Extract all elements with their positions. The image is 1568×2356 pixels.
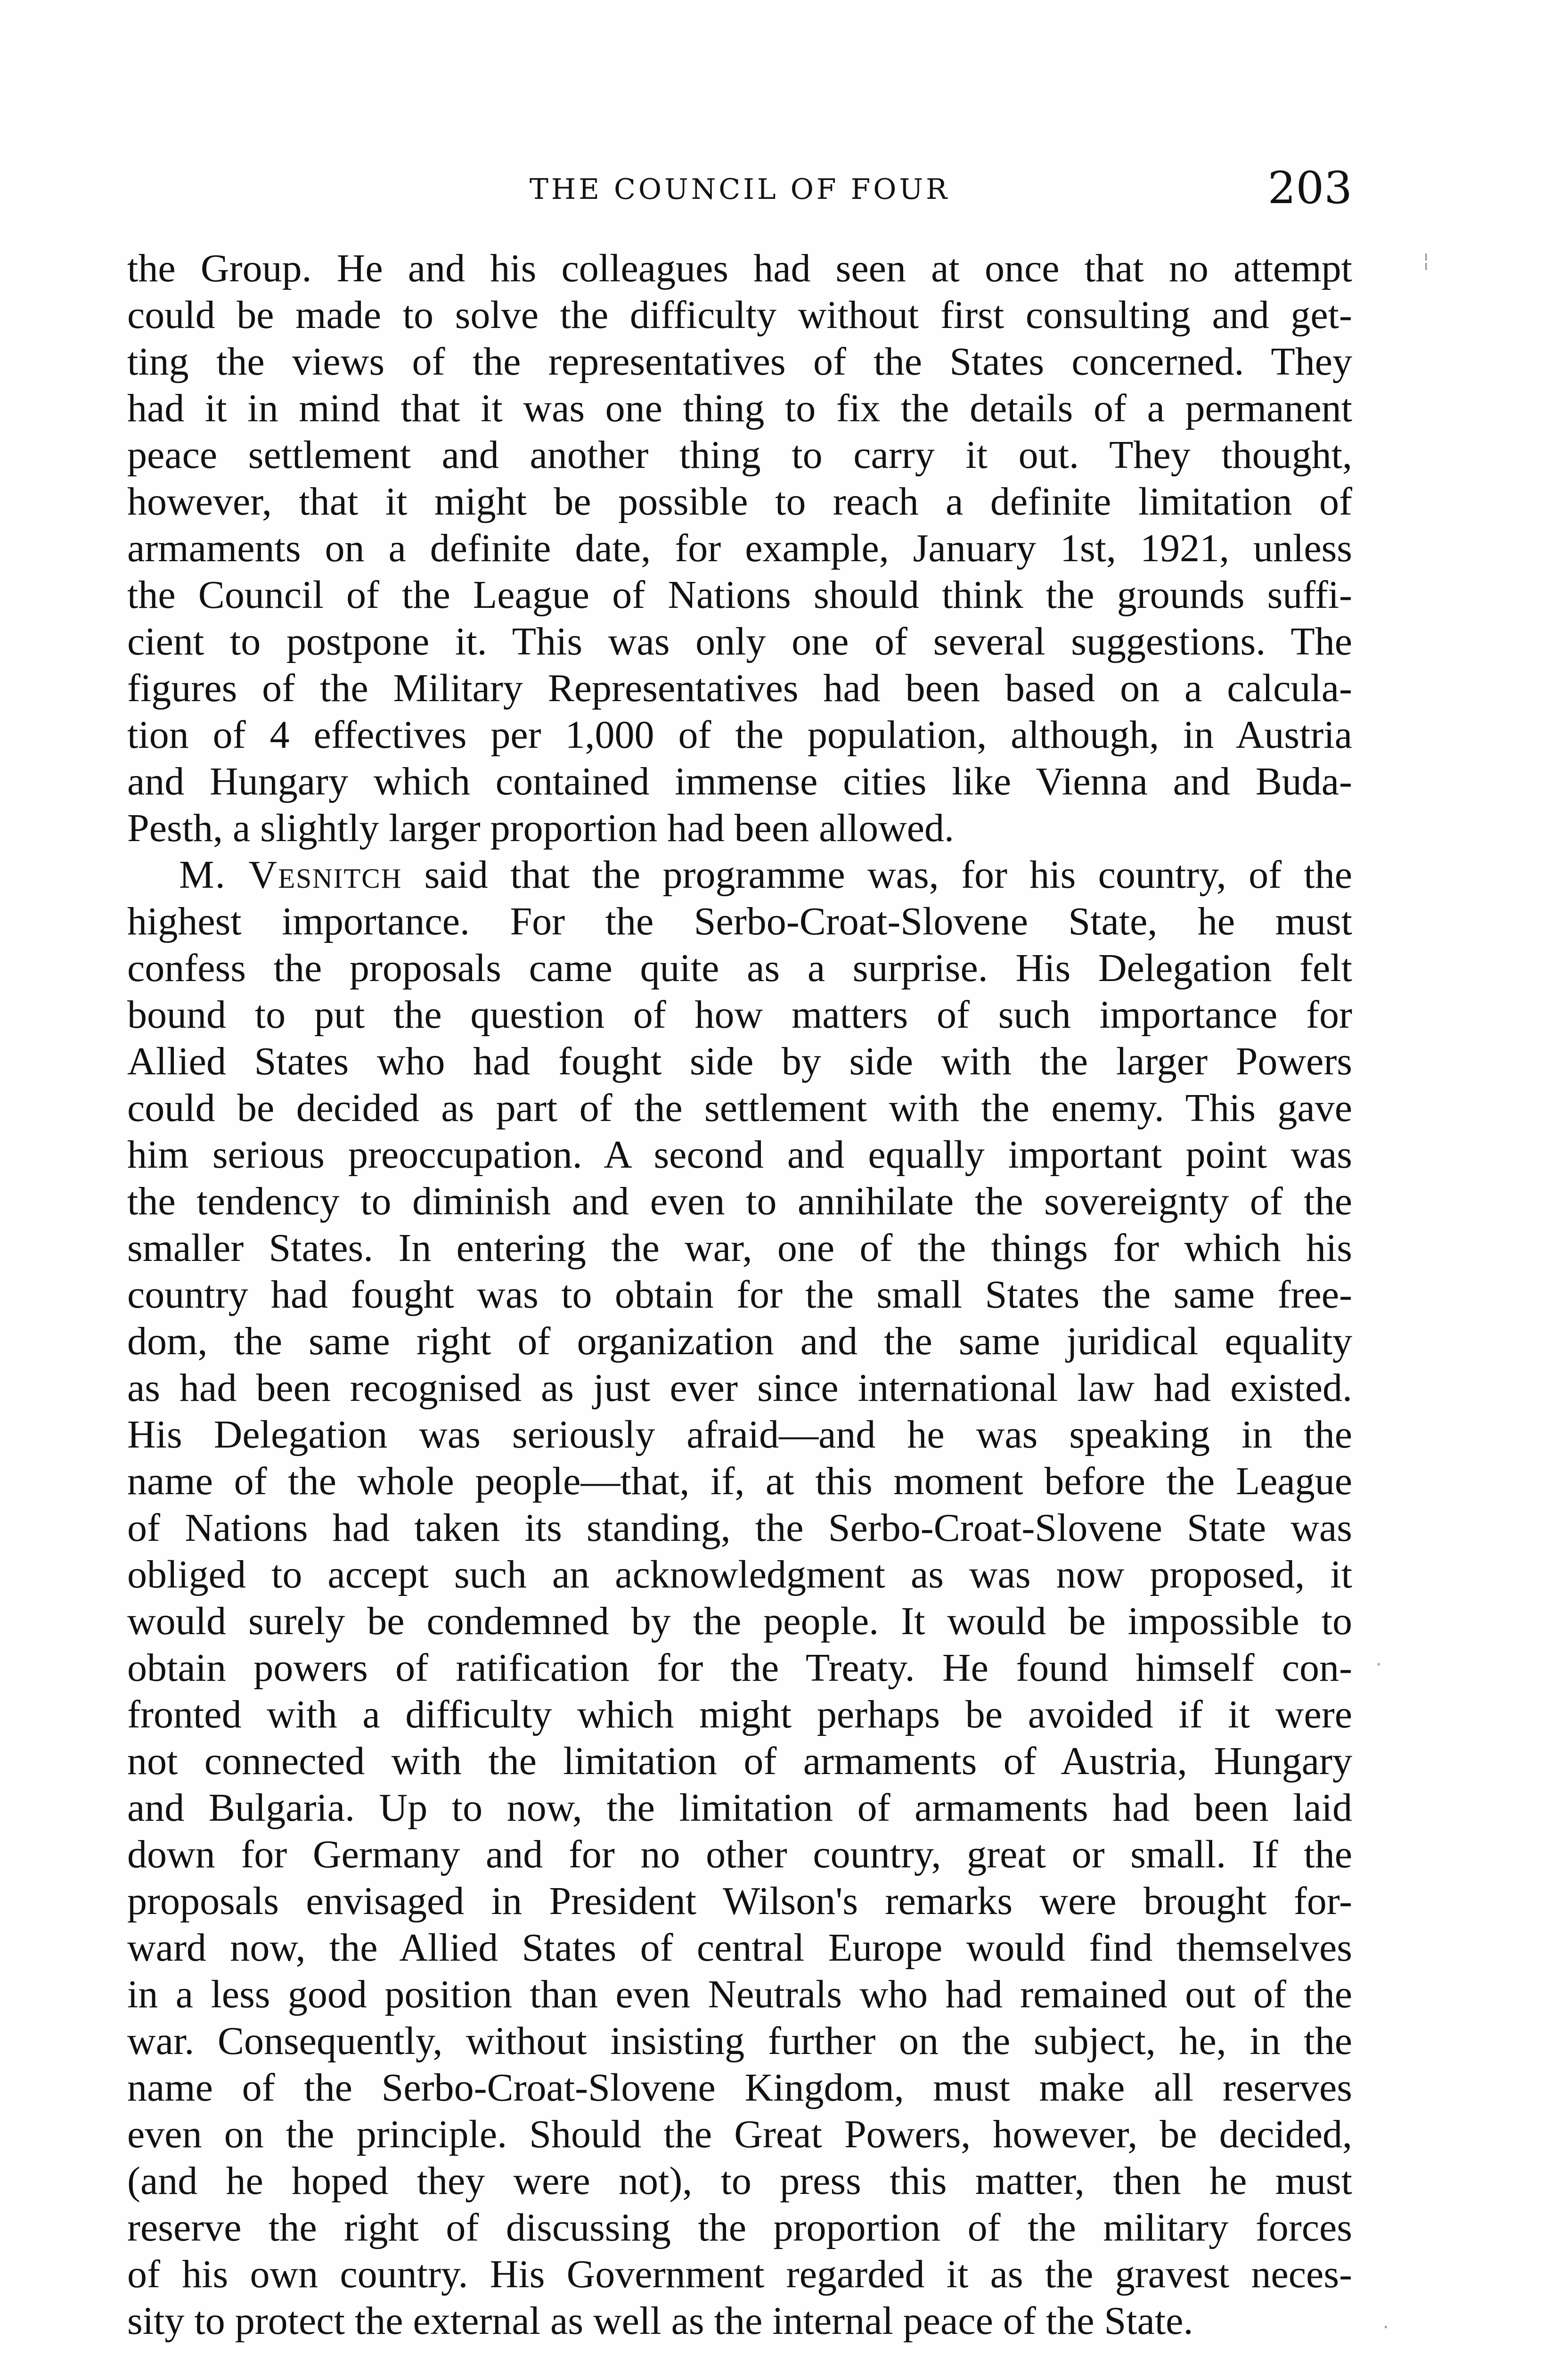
scan-speck: ¦ xyxy=(1423,250,1429,271)
text-line: him serious preoccupation. A second and equally important point was xyxy=(127,1133,1352,1177)
text-line: however, that it might be possible to reach a definite limitation of xyxy=(127,480,1352,524)
text-line: even on the principle. Should the Great Powers, however, be decided, xyxy=(127,2112,1352,2156)
text-line: Pesth, a slightly larger proportion had been allowed. xyxy=(127,806,955,850)
text-line: as had been recognised as just ever since international law had existed. xyxy=(127,1366,1352,1410)
text-line: reserve the right of discussing the proportion of the military forces xyxy=(127,2206,1352,2250)
text-line: tion of 4 effectives per 1,000 of the population, although, in Austria xyxy=(127,713,1352,757)
page-number: 203 xyxy=(1267,163,1352,214)
text-line: proposals envisaged in President Wilson's remarks were brought for- xyxy=(127,1879,1352,1923)
text-line-speaker xyxy=(127,851,1352,898)
speaker-line-text: said that the programme was, for his country, of the xyxy=(402,853,1352,897)
running-head: THE COUNCIL OF FOUR xyxy=(529,173,950,206)
text-line: Allied States who had fought side by side with the larger Powers xyxy=(127,1039,1352,1083)
text-line: fronted with a difficulty which might perhaps be avoided if it were xyxy=(127,1693,1352,1736)
text-line: obtain powers of ratification for the Treaty. He found himself con- xyxy=(127,1646,1352,1690)
text-line: could be made to solve the difficulty without first consulting and get- xyxy=(127,293,1352,337)
text-line: had it in mind that it was one thing to fix the details of a permanent xyxy=(127,386,1352,430)
text-line: armaments on a definite date, for example, January 1st, 1921, unless xyxy=(127,526,1352,570)
text-line: the Council of the League of Nations should think the grounds suffi- xyxy=(127,573,1352,617)
text-line: of his own country. His Government regarded it as the gravest neces- xyxy=(127,2252,1352,2296)
scan-speck: · xyxy=(1376,1654,1382,1676)
page-header xyxy=(127,163,1352,214)
text-line: war. Consequently, without insisting further on the subject, he, in the xyxy=(127,2019,1352,2063)
body-text xyxy=(127,245,1352,2344)
scan-speck: . xyxy=(1383,2311,1389,2333)
text-line: not connected with the limitation of armaments of Austria, Hungary xyxy=(127,1739,1352,1783)
text-line: name of the whole people—that, if, at this moment before the League xyxy=(127,1459,1352,1503)
text-line: down for Germany and for no other country, great or small. If the xyxy=(127,1832,1352,1876)
text-line: the tendency to diminish and even to annihilate the sovereignty of the xyxy=(127,1179,1352,1223)
text-line: dom, the same right of organization and the same juridical equality xyxy=(127,1319,1352,1363)
text-line: could be decided as part of the settlement with the enemy. This gave xyxy=(127,1086,1352,1130)
text-line: highest importance. For the Serbo-Croat-Slovene State, he must xyxy=(127,900,1352,943)
text-line: smaller States. In entering the war, one of the things for which his xyxy=(127,1226,1352,1270)
text-line: in a less good position than even Neutrals who had remained out of the xyxy=(127,1972,1352,2016)
text-line: confess the proposals came quite as a surprise. His Delegation felt xyxy=(127,946,1352,990)
text-line: the Group. He and his colleagues had seen at once that no attempt xyxy=(127,246,1352,290)
text-line: figures of the Military Representatives had been based on a calcula- xyxy=(127,666,1352,710)
text-line: sity to protect the external as well as the internal peace of the State. xyxy=(127,2299,1193,2343)
text-line: ward now, the Allied States of central Europe would find themselves xyxy=(127,1926,1352,1970)
text-line: (and he hoped they were not), to press this matter, then he must xyxy=(127,2159,1352,2203)
text-line: and Bulgaria. Up to now, the limitation of armaments had been laid xyxy=(127,1786,1352,1830)
text-line: His Delegation was seriously afraid—and he was speaking in the xyxy=(127,1413,1352,1456)
text-line: ting the views of the representatives of the States concerned. They xyxy=(127,340,1352,384)
text-line: and Hungary which contained immense cities like Vienna and Buda- xyxy=(127,760,1352,803)
text-line: of Nations had taken its standing, the Serbo-Croat-Slovene State was xyxy=(127,1506,1352,1550)
text-line: name of the Serbo-Croat-Slovene Kingdom, must make all reserves xyxy=(127,2066,1352,2110)
text-line: peace settlement and another thing to carry it out. They thought, xyxy=(127,433,1352,477)
speaker-name: M. Vesnitch xyxy=(179,853,402,897)
text-line: country had fought was to obtain for the small States the same free- xyxy=(127,1273,1352,1317)
text-line: cient to postpone it. This was only one of several suggestions. The xyxy=(127,620,1352,663)
text-line: bound to put the question of how matters of such importance for xyxy=(127,993,1352,1037)
text-line: would surely be condemned by the people. It would be impossible to xyxy=(127,1599,1352,1643)
text-line: obliged to accept such an acknowledgment as was now proposed, it xyxy=(127,1553,1352,1596)
